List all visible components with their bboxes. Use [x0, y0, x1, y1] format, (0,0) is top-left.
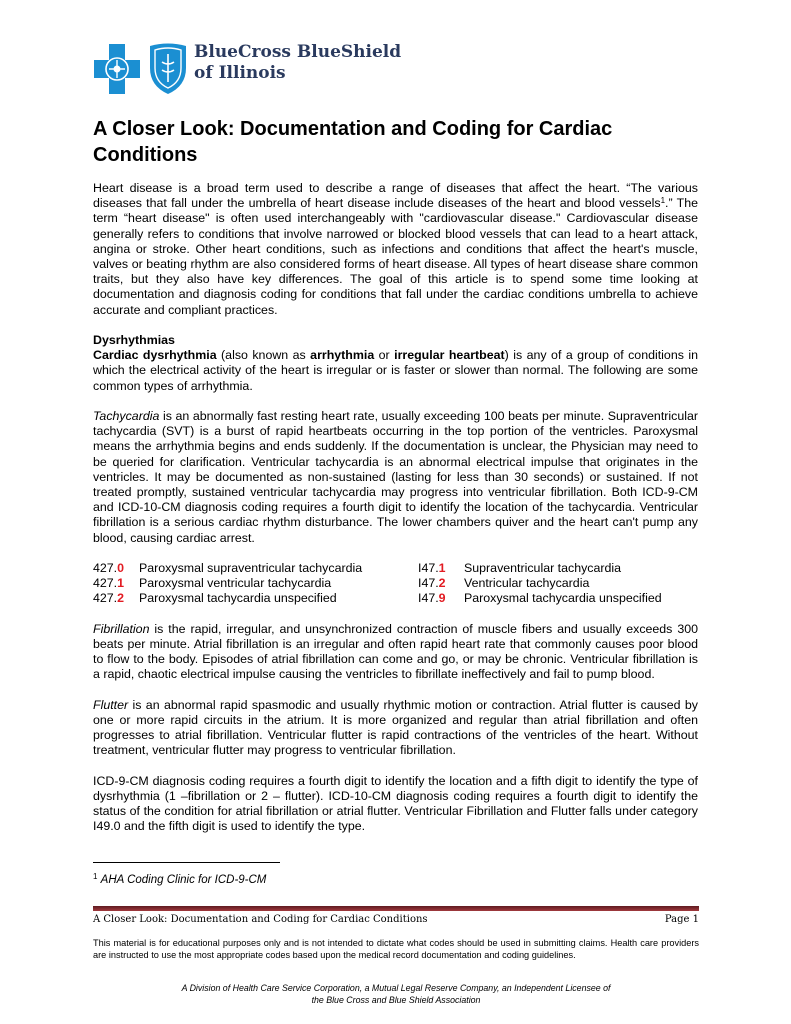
- code: I47.1: [418, 561, 446, 576]
- footnote: [93, 870, 266, 887]
- fibrillation-text: is the rapid, irregular, and unsynchronized contraction of muscle fibers and usually exceeds 300 beats per minute. Atrial fibrillation is an irregular and often rapid heart rate that commonly causes poor blood to flow to the body. Episodes of atrial fibrillation can come and go, or may be chronic. Ventricular fibrillation is a rapid, chaotic electrical impulse causing the ventricles to fibrillate ineffectively and fail to pump blood.: [93, 621, 698, 682]
- code-row: [418, 576, 662, 591]
- code-desc: Ventricular tachycardia: [464, 576, 590, 591]
- code: I47.9: [418, 591, 446, 606]
- footnote-number: 1: [93, 872, 98, 881]
- code-row: [93, 576, 418, 591]
- flutter-text: is an abnormal rapid spasmodic and usually rhythmic motion or contraction. Atrial flutter is caused by one or more rapid circuits in the atrium. It is more organized and regular than atrial fibrillation and often progresses to atrial fibrillation. Ventricular flutter is rapid contractions of the ventricles of the heart. Without treatment, ventricular flutter may progress to ventricular fibrillation.: [93, 697, 698, 758]
- dysrhythmias-text: (also known as: [216, 348, 311, 363]
- tachycardia-text: is an abnormally fast resting heart rate, usually exceeding 100 beats per minute. Supraventricular tachycardia (SVT) is a burst of rapid heartbeats occurring in the top portion of the ventricles. Paroxysmal means the arrhythmia begins and ends suddenly. If the documentation is unclear, the Physician may need to be queried for clarification. Ventricular tachycardia is an abnormal electrical impulse that originates in the ventricles. It may be documented as non-sustained (lasting for less than 30 seconds) or sustained. If not treated promptly, sustained ventricular tachycardia may progress into ventricular fibrillation. Both ICD-9-CM and ICD-10-CM diagnosis coding requires a fourth digit to identify the location of the tachycardia. Ventricular fibrillation is a serious cardiac rhythm disturbance. The lower chambers quiver and the heart can't pump any blood, causing cardiac arrest.: [93, 409, 698, 545]
- dysrhythmias-heading: Dysrhythmias: [93, 333, 175, 348]
- article-body: [93, 181, 698, 850]
- code-desc: Supraventricular tachycardia: [464, 561, 622, 576]
- term-fibrillation: Fibrillation: [93, 621, 150, 636]
- blue-shield-logo-icon: [146, 40, 190, 96]
- term-cardiac-dysrhythmia: Cardiac dysrhythmia: [93, 348, 217, 363]
- footnote-divider: [93, 862, 280, 863]
- flutter-paragraph: [93, 698, 698, 759]
- code: 427.0: [93, 561, 125, 576]
- code-row: [418, 561, 662, 576]
- brand-line-2: of Illinois: [194, 63, 286, 83]
- term-tachycardia: Tachycardia: [93, 409, 160, 424]
- code-row: [418, 591, 662, 606]
- code-desc: Paroxysmal tachycardia unspecified: [139, 591, 337, 606]
- intro-text-cont: .” The term “heart disease" is often used interchangeably with "cardiovascular disease." Cardiovascular disease generally refers to conditions that involve narrowed or blocked blood vessels that can lead to a heart attack, angina or stroke. Other heart conditions, such as infections and conditions that affect the heart's muscle, valves or beating rhythm are also considered forms of heart disease. All types of heart disease share common traits, but they also have key differences. The goal of this article is to spend some time looking at documentation and diagnosis coding for conditions that fall under the cardiac conditions umbrella to achieve accurate and compliant practices.: [93, 196, 699, 317]
- blue-cross-logo-icon: [92, 42, 142, 96]
- page-number: Page 1: [664, 914, 699, 925]
- code-row: [93, 561, 418, 576]
- term-irregular-heartbeat: irregular heartbeat: [394, 348, 505, 363]
- bcbs-logo: [92, 40, 402, 98]
- dysrhythmias-rest: ) is any of a group of conditions in which the electrical activity of the heart is irregular or is faster or slower than normal. The following are some common types of arrhythmia.: [93, 348, 698, 393]
- division-line-2: the Blue Cross and Blue Shield Association: [311, 994, 481, 1005]
- footnote-text: AHA Coding Clinic for ICD-9-CM: [100, 874, 267, 886]
- code-row: [93, 591, 418, 606]
- tachycardia-paragraph: [93, 409, 698, 546]
- division-line-1: A Division of Health Care Service Corporation, a Mutual Legal Reserve Company, an Independent Licensee of: [181, 983, 611, 993]
- footer-title: A Closer Look: Documentation and Coding for Cardiac Conditions: [93, 914, 428, 925]
- icd-coding-paragraph: ICD-9-CM diagnosis coding requires a fourth digit to identify the location and a fifth digit to identify the type of dysrhythmia (1 –fibrillation or 2 – flutter). ICD-10-CM diagnosis coding requires a fourth digit to identify the status of the condition for atrial fibrillation or atrial flutter. Ventricular Fibrillation and Flutter falls under category I49.0 and the fifth digit is used to identify the type.: [93, 773, 698, 834]
- code: 427.1: [93, 576, 125, 591]
- dysrhythmias-or: or: [374, 348, 395, 363]
- code-desc: Paroxysmal ventricular tachycardia: [139, 576, 332, 591]
- footer-divider: [93, 906, 699, 911]
- division-notice: [93, 983, 699, 1006]
- code-table: [93, 561, 698, 607]
- icd10-codes: [418, 561, 662, 607]
- icd9-codes: [93, 561, 418, 607]
- brand-line-1: BlueCross BlueShield: [194, 42, 402, 62]
- code-desc: Paroxysmal tachycardia unspecified: [464, 591, 662, 606]
- code: I47.2: [418, 576, 446, 591]
- code-desc: Paroxysmal supraventricular tachycardia: [139, 561, 363, 576]
- intro-paragraph: [93, 181, 698, 318]
- term-arrhythmia: arrhythmia: [310, 348, 375, 363]
- fibrillation-paragraph: [93, 622, 698, 683]
- footnote-ref: 1: [660, 196, 666, 206]
- dysrhythmias-paragraph: [93, 348, 698, 394]
- term-flutter: Flutter: [93, 697, 129, 712]
- code: 427.2: [93, 591, 125, 606]
- page-title: A Closer Look: Documentation and Coding for Cardiac Conditions: [93, 118, 613, 166]
- disclaimer: This material is for educational purposes only and is not intended to dictate what codes should be used in submitting claims. Health care providers are instructed to use the most appropriate codes based upon the medical record documentation and coding guidelines.: [93, 938, 699, 960]
- brand-name: [194, 42, 401, 84]
- intro-text: Heart disease is a broad term used to describe a range of diseases that affect the heart. “The various diseases that fall under the umbrella of heart disease include diseases of the heart and blood vessels: [93, 181, 698, 211]
